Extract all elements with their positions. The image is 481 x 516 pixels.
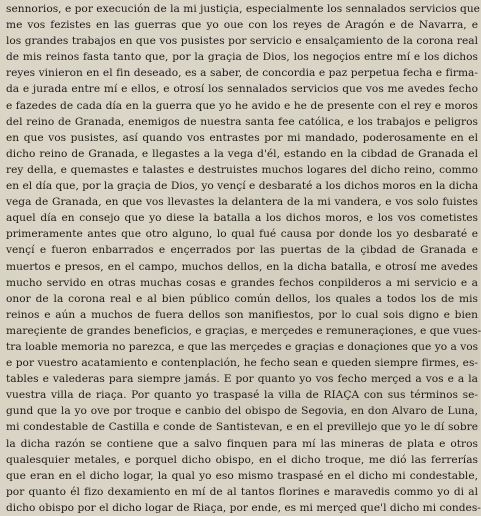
text-line: reinos e aún a muchos de fuera dellos son manifiestos, por lo cual sois digno e bien <box>6 308 478 321</box>
text-line: dicho obispo por el dicho logar de Riaça, por ende, es mi merçed que'l dicho mi condes- <box>6 501 481 514</box>
text-line: aquel día en consejo que yo diese la batalla a los dichos moros, e los vos cometistes <box>6 212 478 225</box>
text-line: reyes vinieron en el fin deseado, es a saber, de concordia e paz perpetua fecha e firma- <box>6 67 478 80</box>
text-line: vuestra villa de riaça. Por quanto yo traspasé la villa de RIAÇA con sus términos se- <box>6 389 478 402</box>
text-line: la dicha razón se contiene que a salvo finquen para mí las mineras de plata e otros <box>6 437 478 450</box>
text-line: por quanto él fizo dexamiento en mí de al tantos florines e maravedis commo yo di al <box>6 485 478 498</box>
text-line: muertos e presos, en el campo, muchos dellos, en la dicha batalla, e otrosí me avedes <box>6 260 478 273</box>
text-line: sennorios, e por execución de la mi justiçia, especialmente los sennalados servicios que <box>6 3 480 15</box>
text-line: vençí e fueron enbarrados e ençerrados por las puertas de la çibdad de Granada e <box>6 244 478 257</box>
text-line: onor de la corona real e al bien público común dellos, los quales a todos los de mis <box>6 292 478 305</box>
text-line: que eran en el dicho logar, la qual yo eso mismo traspasé en el dicho mi condestable, <box>6 469 478 482</box>
text-line: mucho servido en otras muchas cosas e grandes fechos conpilderos a mi servicio e a <box>6 276 478 289</box>
text-line: mi condestable de Castilla e conde de Santistevan, e en el previllejo que yo le dí sobre <box>6 421 478 434</box>
text-line: de mis reinos fasta tanto que, por la graçia de Dios, los negoçios entre mí e los dichos <box>6 51 478 64</box>
text-line: mareçiente de grandes beneficios, e graçias, e merçedes e remuneraçiones, e que vues- <box>6 324 481 337</box>
body-text <box>6 1 481 516</box>
text-line: da e jurada entre mí e ellos, e otrosí los sennalados servicios que vos me avedes fecho <box>6 83 478 96</box>
text-line: tra loable memoria no parezca, e que las merçedes e graçias e donaçiones que yo a vos <box>6 340 479 353</box>
text-line: e por vuestro acatamiento e contenplación, he fecho sean e queden siempre firmes, es- <box>6 357 478 370</box>
text-line: en el día que, por la graçia de Dios, yo vençí e desbaraté a los dichos moros en la dicha <box>6 180 479 193</box>
text-line: en que vos pusistes, así quando vos entrastes por mi mandado, poderosamente en el <box>6 131 478 144</box>
text-line: vega de Granada, en que vos llevastes la delantera de la mi vandera, e vos solo fuistes <box>6 196 478 209</box>
text-line: e fazedes de cada día en la guerra que yo he avido e he de presente con el rey e moros <box>6 99 478 112</box>
text-line: primeramente antes que otro alguno, lo qual fué causa por donde los yo desbaraté e <box>6 228 478 241</box>
text-line: rey della, e quemastes e talastes e destruistes muchos logares del dicho reino, commo <box>6 163 478 176</box>
text-line: tables e valederas para siempre jamás. E por quanto yo vos fecho merçed a vos e a la <box>6 373 478 386</box>
text-line: dicho reino de Granada, e llegastes a la vega d'él, estando en la cibdad de Granada el <box>6 147 478 160</box>
text-line: los grandes trabajos en que vos pusistes por servicio e ensalçamiento de la corona real <box>6 35 478 48</box>
text-line: qualesquier metales, e porquel dicho obispo, en el dicho troque, me dió las ferrerías <box>6 453 478 466</box>
text-line: gund que la yo ove por troque e canbio del obispo de Segovia, en don Alvaro de Luna, <box>6 405 478 418</box>
text-line: del reino de Granada, enemigos de nuestra santa fee católica, e los trabajos e peligros <box>6 115 478 128</box>
text-line: me vos fezistes en las guerras que yo oue con los reyes de Aragón e de Navarra, e <box>6 19 478 32</box>
